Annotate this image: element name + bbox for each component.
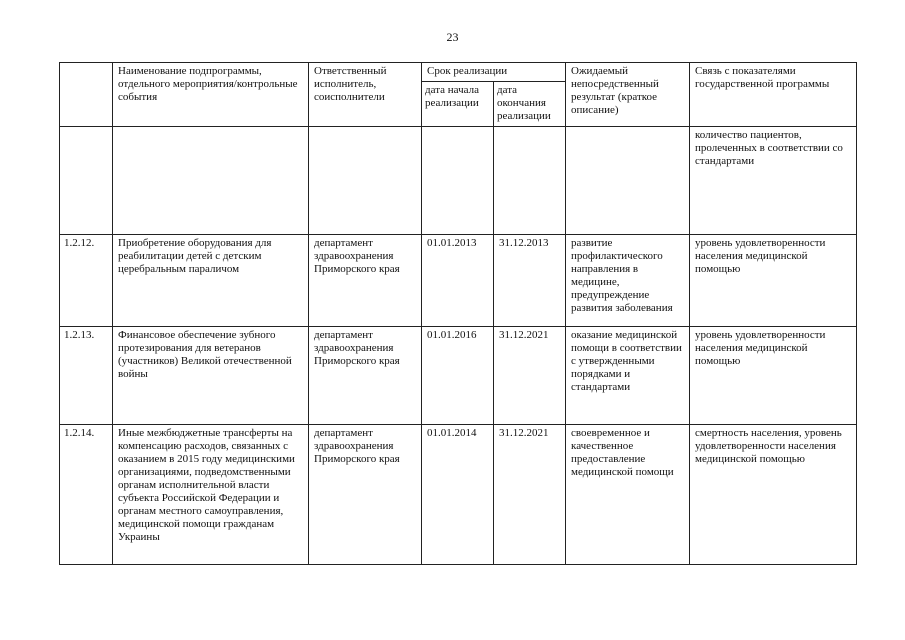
- cell-responsible: департамент здравоохранения Приморского края: [309, 425, 422, 565]
- cell-responsible: департамент здравоохранения Приморского края: [309, 235, 422, 327]
- cell-responsible: департамент здравоохранения Приморского края: [309, 327, 422, 425]
- header-number: [60, 63, 113, 127]
- header-name: Наименование подпрограммы, отдельного мероприятия/контрольные события: [113, 63, 309, 127]
- table-row: [60, 327, 857, 425]
- header-period: Срок реализации: [422, 63, 566, 82]
- table-row: [60, 235, 857, 327]
- table-row-continuation: [60, 127, 857, 235]
- cell-number: 1.2.14.: [60, 425, 113, 565]
- header-start-date: дата начала реализации: [422, 82, 494, 127]
- cell-name: Иные межбюджетные трансферты на компенсацию расходов, связанных с оказанием в 2015 году медицинскими организациями, подведомственными органам исполнительной власти субъекта Российской Федерации и органам местного самоуправления, медицинской помощи гражданам Украины: [113, 425, 309, 565]
- cell-number: 1.2.13.: [60, 327, 113, 425]
- cell-start-date: 01.01.2013: [422, 235, 494, 327]
- program-table: [59, 62, 857, 565]
- table-header-row: [60, 63, 857, 82]
- header-indicators: Связь с показателями государственной программы: [690, 63, 857, 127]
- page-number: 23: [446, 30, 459, 44]
- cell-result: развитие профилактического направления в медицине, предупреждение развития заболевания: [566, 235, 690, 327]
- cell-end-date: 31.12.2021: [494, 425, 566, 565]
- cell-indicators: количество пациентов, пролеченных в соответствии со стандартами: [690, 127, 857, 235]
- cell-indicators: уровень удовлетворенности населения медицинской помощью: [690, 235, 857, 327]
- header-result: Ожидаемый непосредственный результат (краткое описание): [566, 63, 690, 127]
- header-end-date: дата окончания реализации: [494, 82, 566, 127]
- cell-result: оказание медицинской помощи в соответствии с утвержденными порядками и стандартами: [566, 327, 690, 425]
- cell-start-date: 01.01.2016: [422, 327, 494, 425]
- cell-name: Приобретение оборудования для реабилитации детей с детским церебральным параличом: [113, 235, 309, 327]
- cell-name: Финансовое обеспечение зубного протезирования для ветеранов (участников) Великой отечественной войны: [113, 327, 309, 425]
- cell-start-date: 01.01.2014: [422, 425, 494, 565]
- cell-number: 1.2.12.: [60, 235, 113, 327]
- cell-end-date: 31.12.2013: [494, 235, 566, 327]
- cell-result: своевременное и качественное предоставление медицинской помощи: [566, 425, 690, 565]
- cell-end-date: 31.12.2021: [494, 327, 566, 425]
- header-responsible: Ответственный исполнитель, соисполнители: [309, 63, 422, 127]
- table-row: [60, 425, 857, 565]
- cell-indicators: уровень удовлетворенности населения медицинской помощью: [690, 327, 857, 425]
- cell-indicators: смертность населения, уровень удовлетворенности населения медицинской помощью: [690, 425, 857, 565]
